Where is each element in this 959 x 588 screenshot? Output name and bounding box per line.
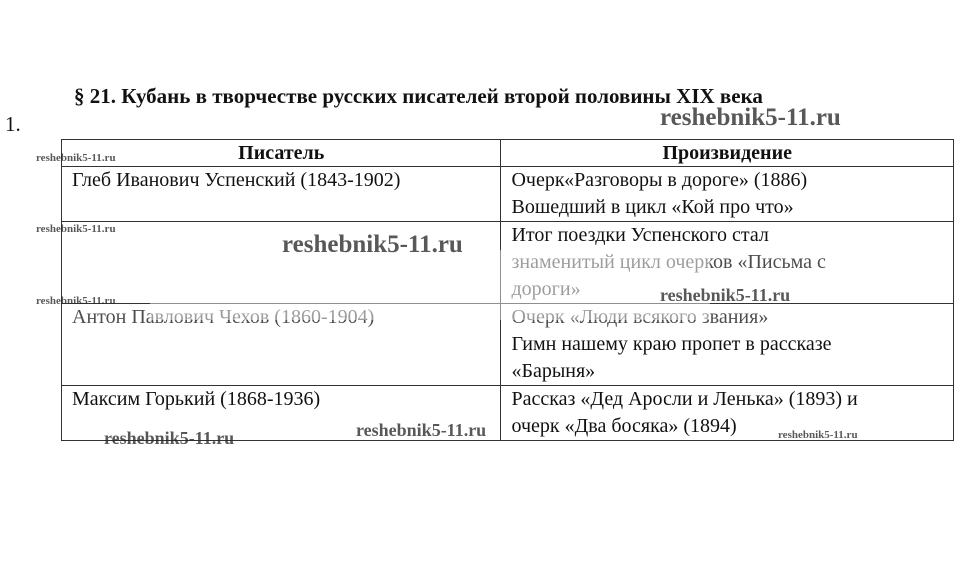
work-line: Рассказ «Дед Аросли и Ленька» (1893) и bbox=[511, 388, 858, 410]
column-header-work: Произвидение bbox=[501, 140, 954, 167]
watermark: reshebnik5-11.ru bbox=[356, 420, 487, 440]
work-line: Очерк«Разговоры в дороге» (1886) bbox=[511, 169, 808, 191]
watermark: reshebnik5-11.ru bbox=[36, 152, 116, 164]
work-line: знаменитый цикл очерков «Письма с bbox=[511, 251, 826, 273]
work-line: Итог поездки Успенского стал bbox=[511, 224, 769, 246]
work-line: дороги» bbox=[511, 278, 581, 300]
watermark: reshebnik5-11.ru bbox=[36, 295, 116, 307]
item-number: 1. bbox=[5, 112, 21, 136]
writer-name: Антон Павлович Чехов (1860-1904) bbox=[72, 306, 375, 328]
writer-cell bbox=[62, 304, 501, 386]
work-cell bbox=[501, 304, 954, 386]
watermark: reshebnik5-11.ru bbox=[104, 428, 235, 448]
watermark: reshebnik5-11.ru bbox=[660, 104, 841, 131]
work-line: Гимн нашему краю пропет в рассказе bbox=[511, 333, 832, 355]
work-line: «Барыня» bbox=[511, 360, 596, 382]
watermark: reshebnik5-11.ru bbox=[778, 429, 858, 441]
watermark: reshebnik5-11.ru bbox=[282, 231, 463, 258]
writer-name: Глеб Иванович Успенский (1843-1902) bbox=[72, 169, 401, 191]
work-line: Очерк «Люди всякого звания» bbox=[511, 306, 769, 328]
work-cell bbox=[501, 386, 954, 441]
table-header-row bbox=[62, 140, 954, 167]
work-cell bbox=[501, 167, 954, 222]
writers-table bbox=[61, 139, 954, 441]
column-header-writer: Писатель bbox=[62, 140, 501, 167]
table-row bbox=[62, 167, 954, 222]
work-line: Вошедший в цикл «Кой про что» bbox=[511, 196, 794, 218]
writer-name: Максим Горький (1868-1936) bbox=[72, 388, 321, 410]
table-row bbox=[62, 304, 954, 386]
watermark: reshebnik5-11.ru bbox=[660, 285, 791, 305]
section-heading: § 21. Кубань в творчестве русских писателей второй половины XIX века bbox=[74, 84, 763, 108]
writer-cell bbox=[62, 167, 501, 222]
watermark: reshebnik5-11.ru bbox=[36, 223, 116, 235]
table-row bbox=[62, 222, 954, 304]
work-line: очерк «Два босяка» (1894) bbox=[511, 415, 737, 437]
